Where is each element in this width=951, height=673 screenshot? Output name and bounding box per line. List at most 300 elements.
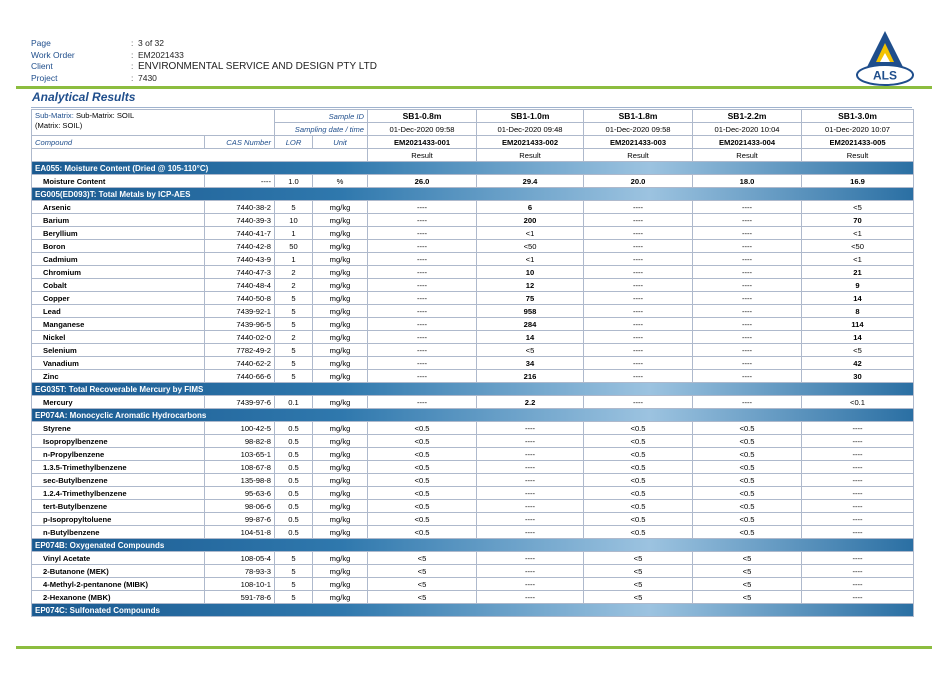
result-value: ---- [368, 201, 477, 214]
unit-value: mg/kg [313, 591, 368, 604]
unit-value: mg/kg [313, 396, 368, 409]
section-header-row [32, 539, 914, 552]
result-value: ---- [477, 578, 584, 591]
unit-value: % [313, 175, 368, 188]
lor-value: 0.5 [275, 448, 313, 461]
result-value: <5 [693, 591, 802, 604]
lor-value: 5 [275, 344, 313, 357]
result-value: ---- [693, 318, 802, 331]
result-value: <0.5 [368, 461, 477, 474]
result-value: <5 [584, 591, 693, 604]
cas-number: 591-78-6 [205, 591, 275, 604]
section-title: EP074C: Sulfonated Compounds [32, 604, 914, 617]
result-value: 284 [477, 318, 584, 331]
compound-name: sec-Butylbenzene [32, 474, 205, 487]
header-client-row [31, 61, 377, 73]
table-row [32, 474, 914, 487]
unit-value: mg/kg [313, 513, 368, 526]
unit-value: mg/kg [313, 331, 368, 344]
result-value: <1 [477, 227, 584, 240]
result-value: ---- [802, 422, 914, 435]
result-value: ---- [693, 331, 802, 344]
colon: : [131, 49, 134, 60]
result-value: ---- [477, 565, 584, 578]
result-value: ---- [693, 253, 802, 266]
result-value: <0.5 [368, 487, 477, 500]
section-title: EA055: Moisture Content (Dried @ 105-110°C) [32, 162, 914, 175]
project-label: Project [31, 72, 58, 83]
cas-number: 7440-66-6 [205, 370, 275, 383]
header-divider [16, 86, 932, 89]
cas-number: 78-93-3 [205, 565, 275, 578]
work-order-label: Work Order [31, 49, 75, 60]
result-value: ---- [693, 344, 802, 357]
lor-value: 5 [275, 552, 313, 565]
lor-value: 1 [275, 253, 313, 266]
result-value: ---- [802, 552, 914, 565]
result-value: 14 [477, 331, 584, 344]
sample-lab-5: EM2021433-005 [802, 136, 914, 149]
result-value: <50 [477, 240, 584, 253]
table-row [32, 370, 914, 383]
cas-number: 98-06-6 [205, 500, 275, 513]
header-work-order-row [31, 50, 377, 62]
result-value: <0.5 [584, 500, 693, 513]
unit-value: mg/kg [313, 357, 368, 370]
table-row [32, 461, 914, 474]
result-label: Result [802, 149, 914, 162]
sample-lab-4: EM2021433-004 [693, 136, 802, 149]
result-value: ---- [802, 435, 914, 448]
result-value: 26.0 [368, 175, 477, 188]
unit-value: mg/kg [313, 487, 368, 500]
cas-number: 7440-39-3 [205, 214, 275, 227]
unit-value: mg/kg [313, 201, 368, 214]
blank-cell [32, 149, 368, 162]
result-value: 16.9 [802, 175, 914, 188]
result-value: ---- [693, 357, 802, 370]
sample-id-label: Sample ID [275, 110, 368, 123]
result-value: <5 [693, 565, 802, 578]
result-value: <5 [368, 565, 477, 578]
result-value: <5 [802, 344, 914, 357]
result-value: 200 [477, 214, 584, 227]
compound-name: Cadmium [32, 253, 205, 266]
lab-id-row [32, 136, 914, 149]
compound-name: n-Propylbenzene [32, 448, 205, 461]
unit-value: mg/kg [313, 318, 368, 331]
result-value: ---- [368, 279, 477, 292]
result-value: ---- [584, 266, 693, 279]
lor-value: 1.0 [275, 175, 313, 188]
result-value: ---- [368, 253, 477, 266]
result-value: 2.2 [477, 396, 584, 409]
result-value: ---- [802, 513, 914, 526]
result-value: ---- [802, 474, 914, 487]
page-label: Page [31, 38, 51, 48]
result-value: <1 [802, 227, 914, 240]
result-value: ---- [802, 591, 914, 604]
lor-label: LOR [275, 136, 313, 149]
result-label: Result [584, 149, 693, 162]
result-value: 8 [802, 305, 914, 318]
result-value: <5 [693, 578, 802, 591]
result-value: <0.5 [584, 526, 693, 539]
unit-value: mg/kg [313, 578, 368, 591]
section-title: EP074A: Monocyclic Aromatic Hydrocarbons [32, 409, 914, 422]
cas-number: 103-65-1 [205, 448, 275, 461]
header-page-row [31, 38, 377, 50]
result-value: 70 [802, 214, 914, 227]
compound-name: Vanadium [32, 357, 205, 370]
result-value: ---- [368, 214, 477, 227]
cas-number: 98-82-8 [205, 435, 275, 448]
compound-name: Boron [32, 240, 205, 253]
cas-number: 95-63-6 [205, 487, 275, 500]
result-value: ---- [477, 448, 584, 461]
result-value: ---- [368, 396, 477, 409]
result-value: ---- [802, 500, 914, 513]
lor-value: 0.5 [275, 487, 313, 500]
page-title: Analytical Results [32, 90, 136, 104]
result-value: <5 [584, 552, 693, 565]
colon: : [131, 38, 134, 48]
unit-value: mg/kg [313, 461, 368, 474]
cas-number: 7440-50-8 [205, 292, 275, 305]
unit-value: mg/kg [313, 435, 368, 448]
unit-value: mg/kg [313, 214, 368, 227]
cas-number: 7440-02-0 [205, 331, 275, 344]
result-value: ---- [477, 513, 584, 526]
sample-date-1: 01-Dec-2020 09:58 [368, 123, 477, 136]
result-value: ---- [584, 214, 693, 227]
unit-value: mg/kg [313, 565, 368, 578]
compound-name: 2-Butanone (MEK) [32, 565, 205, 578]
unit-value: mg/kg [313, 526, 368, 539]
cas-number: 7440-42-8 [205, 240, 275, 253]
table-row [32, 201, 914, 214]
sample-id-1: SB1-0.8m [368, 110, 477, 123]
result-value: 9 [802, 279, 914, 292]
table-row [32, 214, 914, 227]
project-value: 7430 [138, 72, 157, 83]
table-row [32, 565, 914, 578]
result-value: <0.5 [584, 513, 693, 526]
result-value: ---- [693, 396, 802, 409]
sample-id-5: SB1-3.0m [802, 110, 914, 123]
result-value: ---- [693, 266, 802, 279]
result-value: ---- [584, 396, 693, 409]
result-value: ---- [368, 227, 477, 240]
result-value: ---- [802, 565, 914, 578]
unit-value: mg/kg [313, 422, 368, 435]
unit-value: mg/kg [313, 344, 368, 357]
result-value: ---- [584, 305, 693, 318]
cas-number: 100-42-5 [205, 422, 275, 435]
table-row [32, 487, 914, 500]
result-value: ---- [693, 214, 802, 227]
lor-value: 0.5 [275, 474, 313, 487]
result-value: <5 [584, 565, 693, 578]
footer-divider [16, 646, 932, 649]
compound-name: 1.2.4-Trimethylbenzene [32, 487, 205, 500]
lor-value: 0.5 [275, 422, 313, 435]
result-value: ---- [584, 331, 693, 344]
logo-text: ALS [873, 68, 897, 83]
result-value: <50 [802, 240, 914, 253]
lor-value: 2 [275, 331, 313, 344]
cas-number: ---- [205, 175, 275, 188]
result-value: <0.5 [584, 487, 693, 500]
result-value: ---- [693, 227, 802, 240]
work-order-value: EM2021433 [138, 49, 184, 60]
result-value: <0.5 [693, 435, 802, 448]
result-value: <0.5 [368, 422, 477, 435]
compound-name: 1.3.5-Trimethylbenzene [32, 461, 205, 474]
result-value: ---- [368, 370, 477, 383]
lor-value: 0.5 [275, 435, 313, 448]
result-value: ---- [477, 552, 584, 565]
matrix-cell: Sub-Matrix: Sub-Matrix: SOIL (Matrix: SOIL) [32, 110, 275, 136]
sample-date-5: 01-Dec-2020 10:07 [802, 123, 914, 136]
sample-date-3: 01-Dec-2020 09:58 [584, 123, 693, 136]
table-row [32, 227, 914, 240]
lor-value: 5 [275, 201, 313, 214]
result-value: <0.5 [584, 448, 693, 461]
table-row [32, 279, 914, 292]
lor-value: 0.5 [275, 513, 313, 526]
result-value: <0.5 [368, 513, 477, 526]
als-logo [855, 29, 915, 87]
table-row [32, 500, 914, 513]
result-value: <5 [693, 552, 802, 565]
sample-id-2: SB1-1.0m [477, 110, 584, 123]
result-value: <0.5 [693, 526, 802, 539]
header-project-row [31, 73, 377, 85]
unit-label: Unit [313, 136, 368, 149]
result-value: ---- [584, 370, 693, 383]
result-value: ---- [477, 422, 584, 435]
result-value: ---- [477, 500, 584, 513]
compound-name: Vinyl Acetate [32, 552, 205, 565]
result-value: 14 [802, 292, 914, 305]
result-value: <0.5 [693, 474, 802, 487]
result-value: ---- [693, 201, 802, 214]
compound-name: Isopropylbenzene [32, 435, 205, 448]
result-label: Result [368, 149, 477, 162]
result-value: ---- [584, 344, 693, 357]
result-value: <0.5 [584, 435, 693, 448]
cas-label: CAS Number [205, 136, 275, 149]
sampling-date-label: Sampling date / time [275, 123, 368, 136]
unit-value: mg/kg [313, 552, 368, 565]
result-value: <1 [802, 253, 914, 266]
result-value: 42 [802, 357, 914, 370]
result-value: 20.0 [584, 175, 693, 188]
result-value: 29.4 [477, 175, 584, 188]
unit-value: mg/kg [313, 240, 368, 253]
compound-name: p-Isopropyltoluene [32, 513, 205, 526]
result-value: <5 [368, 552, 477, 565]
result-value: ---- [802, 461, 914, 474]
result-value: 10 [477, 266, 584, 279]
compound-name: 2-Hexanone (MBK) [32, 591, 205, 604]
result-value: ---- [477, 591, 584, 604]
section-header-row [32, 383, 914, 396]
cas-number: 7439-97-6 [205, 396, 275, 409]
compound-name: 4-Methyl-2-pentanone (MIBK) [32, 578, 205, 591]
lor-value: 5 [275, 565, 313, 578]
results-table [31, 109, 914, 617]
lor-value: 0.5 [275, 500, 313, 513]
table-row [32, 526, 914, 539]
unit-value: mg/kg [313, 500, 368, 513]
compound-name: Styrene [32, 422, 205, 435]
result-value: <0.5 [693, 500, 802, 513]
cas-number: 99-87-6 [205, 513, 275, 526]
result-value: <5 [477, 344, 584, 357]
result-value: 34 [477, 357, 584, 370]
result-value: 12 [477, 279, 584, 292]
cas-number: 7440-62-2 [205, 357, 275, 370]
sample-id-4: SB1-2.2m [693, 110, 802, 123]
lor-value: 0.5 [275, 526, 313, 539]
lor-value: 5 [275, 370, 313, 383]
compound-name: Moisture Content [32, 175, 205, 188]
page-value: 3 of 32 [138, 38, 164, 48]
result-value: <0.5 [368, 435, 477, 448]
colon: : [131, 61, 134, 72]
result-value: ---- [693, 305, 802, 318]
title-underline [31, 107, 912, 108]
compound-name: Zinc [32, 370, 205, 383]
result-value: 114 [802, 318, 914, 331]
result-value: ---- [584, 292, 693, 305]
lor-value: 5 [275, 578, 313, 591]
table-row [32, 266, 914, 279]
lor-value: 2 [275, 279, 313, 292]
table-row [32, 240, 914, 253]
section-header-row [32, 188, 914, 201]
table-row [32, 578, 914, 591]
compound-name: Copper [32, 292, 205, 305]
section-header-row [32, 162, 914, 175]
table-row [32, 396, 914, 409]
compound-name: Arsenic [32, 201, 205, 214]
result-value: <0.5 [693, 487, 802, 500]
lor-value: 50 [275, 240, 313, 253]
result-value: <5 [802, 201, 914, 214]
result-value: ---- [584, 253, 693, 266]
result-value: <5 [368, 578, 477, 591]
result-value: <0.5 [368, 474, 477, 487]
lor-value: 10 [275, 214, 313, 227]
table-row [32, 552, 914, 565]
table-row [32, 513, 914, 526]
lor-value: 0.5 [275, 461, 313, 474]
colon: : [131, 72, 134, 83]
cas-number: 135-98-8 [205, 474, 275, 487]
result-value: ---- [368, 292, 477, 305]
table-row [32, 175, 914, 188]
result-value: ---- [368, 344, 477, 357]
table-row [32, 422, 914, 435]
compound-name: Beryllium [32, 227, 205, 240]
compound-name: Chromium [32, 266, 205, 279]
cas-number: 108-05-4 [205, 552, 275, 565]
sample-lab-2: EM2021433-002 [477, 136, 584, 149]
sample-lab-1: EM2021433-001 [368, 136, 477, 149]
result-value: ---- [584, 201, 693, 214]
result-value: ---- [477, 526, 584, 539]
result-value: <1 [477, 253, 584, 266]
result-value: <0.5 [693, 448, 802, 461]
result-value: ---- [584, 357, 693, 370]
result-value: <0.5 [368, 500, 477, 513]
result-value: ---- [584, 279, 693, 292]
lor-value: 1 [275, 227, 313, 240]
result-value: ---- [693, 292, 802, 305]
cas-number: 7782-49-2 [205, 344, 275, 357]
unit-value: mg/kg [313, 227, 368, 240]
cas-number: 7440-47-3 [205, 266, 275, 279]
table-row [32, 591, 914, 604]
result-value: ---- [802, 578, 914, 591]
result-value: ---- [802, 487, 914, 500]
lor-value: 5 [275, 591, 313, 604]
result-value: <0.5 [693, 461, 802, 474]
table-row [32, 331, 914, 344]
unit-value: mg/kg [313, 253, 368, 266]
lor-value: 5 [275, 305, 313, 318]
client-value: ENVIRONMENTAL SERVICE AND DESIGN PTY LTD [138, 61, 377, 73]
section-header-row [32, 409, 914, 422]
table-row [32, 318, 914, 331]
sample-id-row [32, 110, 914, 123]
result-value: 6 [477, 201, 584, 214]
sample-lab-3: EM2021433-003 [584, 136, 693, 149]
compound-name: Nickel [32, 331, 205, 344]
section-title: EP074B: Oxygenated Compounds [32, 539, 914, 552]
table-row [32, 253, 914, 266]
cas-number: 7440-43-9 [205, 253, 275, 266]
result-value: 30 [802, 370, 914, 383]
report-header [31, 38, 377, 84]
result-value: 14 [802, 331, 914, 344]
cas-number: 108-67-8 [205, 461, 275, 474]
table-row [32, 435, 914, 448]
unit-value: mg/kg [313, 292, 368, 305]
matrix: (Matrix: SOIL) [35, 121, 83, 130]
cas-number: 7439-96-5 [205, 318, 275, 331]
result-label-row [32, 149, 914, 162]
result-value: <0.5 [368, 526, 477, 539]
cas-number: 7439-92-1 [205, 305, 275, 318]
unit-value: mg/kg [313, 305, 368, 318]
result-value: ---- [368, 318, 477, 331]
result-value: <0.5 [693, 513, 802, 526]
result-value: 18.0 [693, 175, 802, 188]
result-value: ---- [368, 240, 477, 253]
result-value: ---- [477, 474, 584, 487]
unit-value: mg/kg [313, 370, 368, 383]
result-value: ---- [802, 448, 914, 461]
results-table-body [32, 110, 914, 617]
unit-value: mg/kg [313, 266, 368, 279]
result-value: ---- [368, 357, 477, 370]
cas-number: 104-51-8 [205, 526, 275, 539]
compound-name: Manganese [32, 318, 205, 331]
